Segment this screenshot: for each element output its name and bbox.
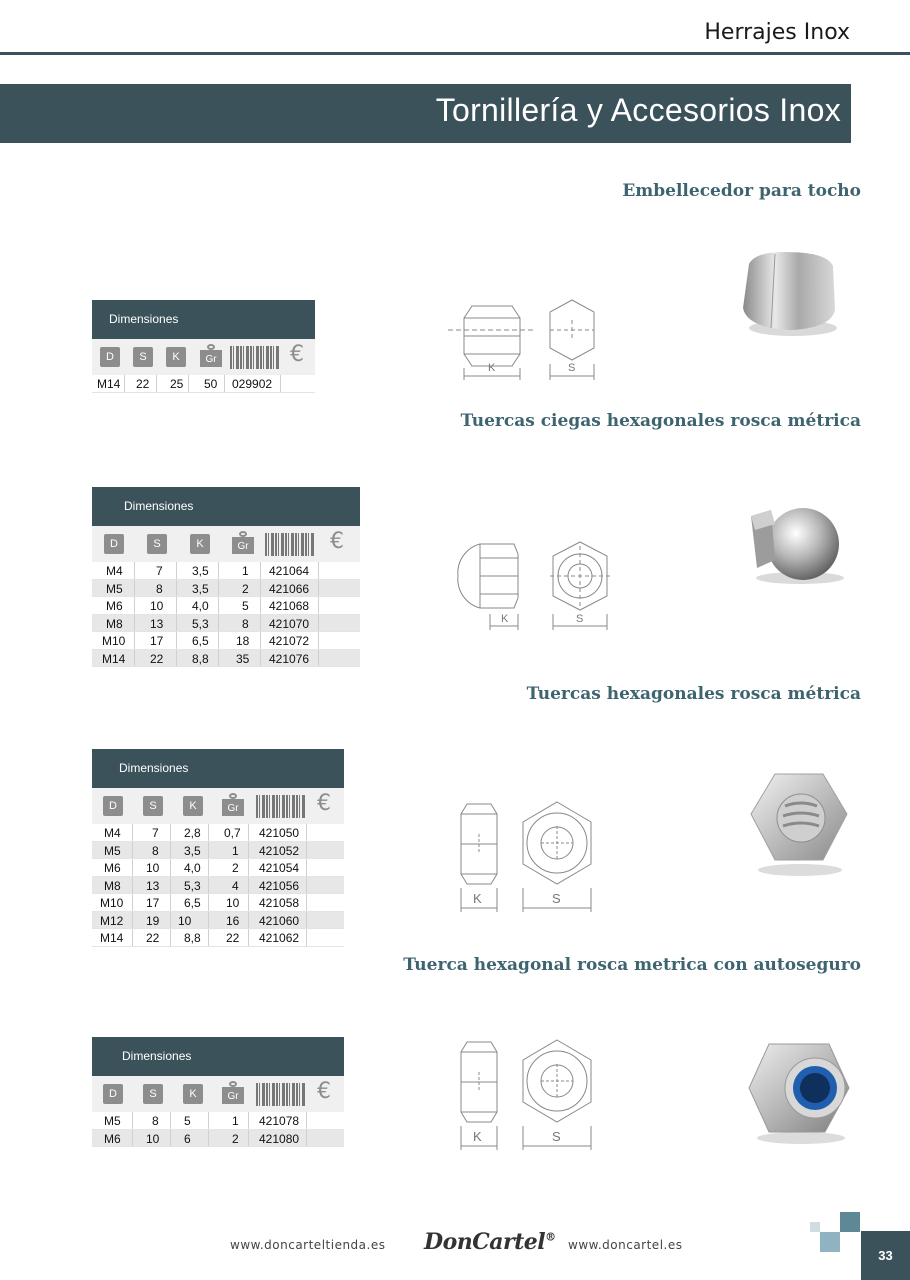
cell-gr: 0,7 (224, 826, 241, 840)
table-row (92, 912, 344, 930)
cell-d: M4 (104, 826, 121, 840)
drawing-label-s: S (568, 362, 576, 374)
weight-icon: Gr (200, 344, 222, 367)
cell-d: M10 (100, 896, 124, 910)
euro-icon: € (317, 791, 331, 816)
page-number: 33 (861, 1231, 910, 1280)
diameter-icon: D (100, 347, 120, 367)
product-photo-tuerca-ciega (745, 502, 850, 587)
cell-s: 10 (146, 1131, 160, 1146)
cell-ref: 421080 (259, 1131, 300, 1146)
cell-ref: 421060 (259, 913, 300, 928)
cell-s: 17 (150, 634, 164, 648)
diameter-icon: D (103, 796, 123, 816)
cell-k: 10 (178, 913, 192, 928)
header-rule (0, 52, 910, 55)
cell-gr: 4 (232, 878, 239, 893)
cell-d: M5 (104, 1114, 121, 1128)
cell-gr: 1 (242, 564, 249, 578)
table-row (92, 877, 344, 895)
weight-icon: Gr (222, 793, 244, 816)
barcode-icon (256, 795, 306, 818)
table-body (92, 562, 360, 667)
table-row (92, 597, 360, 615)
cell-ref: 421052 (259, 843, 300, 858)
product-photo-tuerca-autoseguro (745, 1036, 855, 1146)
cell-s: 22 (146, 931, 160, 945)
cell-gr: 1 (232, 1114, 239, 1128)
cell-d: M4 (106, 564, 123, 578)
cell-d: M6 (106, 599, 123, 613)
cell-d: M12 (100, 913, 124, 928)
cell-gr: 10 (226, 896, 240, 910)
cell-s: 19 (146, 913, 160, 928)
cell-gr: 16 (226, 913, 240, 928)
table-icon-row (92, 526, 360, 562)
cell-s: 7 (156, 564, 163, 578)
table-row (92, 929, 344, 947)
table-row (92, 375, 315, 393)
footer-link-tienda[interactable]: www.doncarteltienda.es (230, 1238, 386, 1252)
cell-ref: 421050 (259, 826, 300, 840)
table-row (92, 1130, 344, 1148)
registered-mark: ® (545, 1230, 556, 1244)
diameter-icon: D (103, 1084, 123, 1104)
cell-k: 6 (184, 1131, 191, 1146)
cell-s: 8 (156, 581, 163, 596)
section-title-embellecedor: Embellecedor para tocho (622, 181, 861, 201)
cell-k: 2,8 (184, 826, 201, 840)
cell-d: M5 (104, 843, 121, 858)
table-body (92, 1112, 344, 1147)
table-header: Dimensiones (92, 749, 344, 788)
cell-gr: 2 (232, 861, 239, 875)
cell-k: 3,5 (192, 581, 209, 596)
weight-icon: Gr (222, 1081, 244, 1104)
cell-d: M8 (106, 616, 123, 631)
decor-square (820, 1232, 840, 1252)
cell-ref: 421072 (269, 634, 310, 648)
width-across-flats-icon: S (147, 534, 167, 554)
doncartel-logo (424, 1229, 556, 1255)
barcode-icon (230, 346, 280, 369)
drawing-label-s: S (576, 613, 584, 625)
cell-s: 8 (152, 1114, 159, 1128)
cell-gr: 1 (232, 843, 239, 858)
cell-s: 7 (152, 826, 159, 840)
cell-k: 8,8 (192, 651, 209, 666)
cell-s: 22 (150, 651, 164, 666)
table-row (92, 615, 360, 633)
weight-icon: Gr (232, 531, 254, 554)
dimensions-table-tuercas-ciegas (92, 487, 360, 667)
product-photo-tuerca-hexagonal (745, 768, 850, 878)
height-icon: K (183, 796, 203, 816)
cell-d: M6 (104, 1131, 121, 1146)
table-header: Dimensiones (92, 487, 360, 526)
cell-ref: 421062 (259, 931, 300, 945)
width-across-flats-icon: S (133, 347, 153, 367)
cell-s: 8 (152, 843, 159, 858)
logo-text: DonCartel (424, 1229, 546, 1255)
cell-k: 5 (184, 1114, 191, 1128)
table-row (92, 632, 360, 650)
cell-d: M14 (97, 377, 121, 391)
cell-s: 10 (150, 599, 164, 613)
euro-icon: € (290, 342, 304, 367)
footer-link-doncartel[interactable]: www.doncartel.es (568, 1238, 683, 1252)
table-header: Dimensiones (92, 1037, 344, 1076)
cell-gr: 22 (226, 931, 240, 945)
drawing-label-k: K (473, 891, 482, 906)
cell-d: M14 (100, 931, 124, 945)
cell-gr: 2 (232, 1131, 239, 1146)
drawing-label-s: S (552, 1129, 561, 1144)
cell-ref: 421058 (259, 896, 300, 910)
cell-gr: 8 (242, 616, 249, 631)
banner (0, 84, 851, 143)
dimensions-table-embellecedor (92, 300, 315, 393)
cell-d: M10 (102, 634, 126, 648)
banner-title: Tornillería y Accesorios Inox (435, 92, 841, 128)
cell-k: 6,5 (192, 634, 209, 648)
barcode-icon (265, 533, 315, 556)
cell-k: 8,8 (184, 931, 201, 945)
cell-gr: 50 (204, 377, 218, 391)
cell-d: M14 (102, 651, 126, 666)
euro-icon: € (330, 529, 344, 554)
technical-drawing-tuerca-ciega (450, 536, 620, 631)
cell-d: M8 (104, 878, 121, 893)
cell-k: 5,3 (184, 878, 201, 893)
height-icon: K (190, 534, 210, 554)
cell-ref: 421054 (259, 861, 300, 875)
table-icon-row (92, 1076, 344, 1112)
height-icon: K (166, 347, 186, 367)
cell-k: 3,5 (184, 843, 201, 858)
width-across-flats-icon: S (143, 1084, 163, 1104)
drawing-label-k: K (501, 613, 509, 625)
cell-k: 3,5 (192, 564, 209, 578)
dimensions-table-tuercas-hexagonales (92, 749, 344, 947)
dimensions-table-tuerca-autoseguro (92, 1037, 344, 1147)
table-row (92, 650, 360, 668)
cell-ref: 421070 (269, 616, 310, 631)
cell-ref: 421068 (269, 599, 310, 613)
cell-gr: 18 (236, 634, 250, 648)
cell-ref: 421066 (269, 581, 310, 596)
cell-k: 4,0 (192, 599, 209, 613)
cell-gr: 5 (242, 599, 249, 613)
technical-drawing-embellecedor (440, 292, 610, 384)
cell-k: 25 (170, 377, 184, 391)
barcode-icon (256, 1083, 306, 1106)
table-row (92, 1112, 344, 1130)
width-across-flats-icon: S (143, 796, 163, 816)
table-header: Dimensiones (92, 300, 315, 339)
decor-square (840, 1212, 860, 1232)
cell-ref: 421078 (259, 1114, 300, 1128)
table-icon-row (92, 788, 344, 824)
euro-icon: € (317, 1079, 331, 1104)
cell-s: 13 (146, 878, 160, 893)
table-row (92, 562, 360, 580)
cell-k: 4,0 (184, 861, 201, 875)
technical-drawing-tuerca-hexagonal (455, 798, 600, 916)
table-row (92, 859, 344, 877)
diameter-icon: D (104, 534, 124, 554)
table-row (92, 824, 344, 842)
header-title: Herrajes Inox (704, 20, 850, 45)
cell-ref: 421076 (269, 651, 310, 666)
cell-k: 5,3 (192, 616, 209, 631)
cell-ref: 029902 (232, 377, 273, 391)
section-title-tuercas-hexagonales: Tuercas hexagonales rosca métrica (526, 684, 861, 704)
product-photo-embellecedor (735, 246, 845, 341)
cell-gr: 35 (236, 651, 250, 666)
table-icon-row (92, 339, 315, 375)
cell-s: 17 (146, 896, 160, 910)
drawing-label-s: S (552, 891, 561, 906)
technical-drawing-tuerca-autoseguro (455, 1036, 600, 1154)
table-row (92, 894, 344, 912)
table-row (92, 842, 344, 860)
cell-ref: 421064 (269, 564, 310, 578)
cell-k: 6,5 (184, 896, 201, 910)
cell-s: 13 (150, 616, 164, 631)
height-icon: K (183, 1084, 203, 1104)
table-body (92, 824, 344, 947)
drawing-label-k: K (473, 1129, 482, 1144)
section-title-tuercas-ciegas: Tuercas ciegas hexagonales rosca métrica (460, 411, 861, 431)
cell-ref: 421056 (259, 878, 300, 893)
cell-gr: 2 (242, 581, 249, 596)
decor-square (810, 1222, 820, 1232)
section-title-tuerca-autoseguro: Tuerca hexagonal rosca metrica con autoseguro (403, 955, 861, 975)
cell-d: M6 (104, 861, 121, 875)
cell-s: 22 (136, 377, 150, 391)
cell-d: M5 (106, 581, 123, 596)
table-row (92, 580, 360, 598)
cell-s: 10 (146, 861, 160, 875)
drawing-label-k: K (488, 362, 496, 374)
